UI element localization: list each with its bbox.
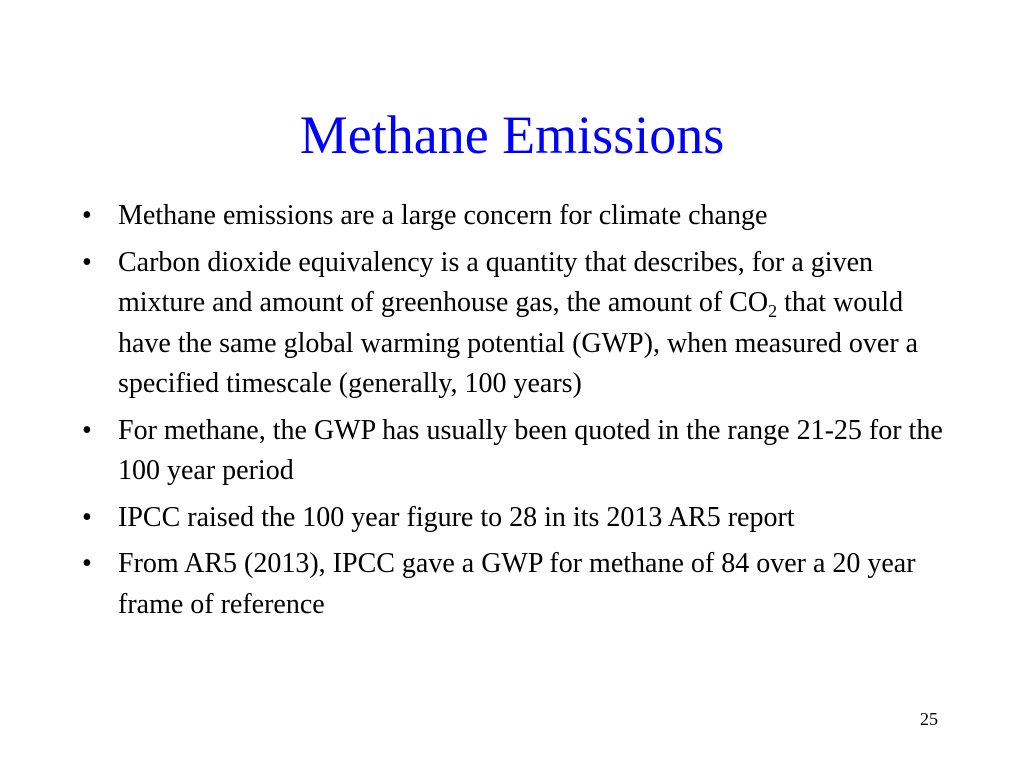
bullet-icon: • — [82, 200, 92, 231]
bullet-text-continued: that would have the same global warming potential (GWP), when measured over a specified timescale (generally, 100 years) — [118, 287, 919, 399]
bullet-item — [78, 196, 958, 237]
bullet-text: From AR5 (2013), IPCC gave a GWP for methane of 84 over a 20 year frame of reference — [118, 548, 916, 620]
bullet-text: For methane, the GWP has usually been quoted in the range 21-25 for the 100 year period — [118, 414, 943, 486]
slide-title: Methane Emissions — [299, 105, 725, 165]
bullet-text: Methane emissions are a large concern for climate change — [118, 200, 768, 231]
bullet-icon: • — [82, 501, 92, 533]
subscript: 2 — [768, 301, 778, 321]
bullet-item — [78, 411, 958, 492]
bullet-text: IPCC raised the 100 year figure to 28 in its 2013 AR5 report — [118, 501, 795, 533]
bullet-item — [78, 498, 958, 539]
bullet-item — [78, 243, 958, 405]
bullet-text: Carbon dioxide equivalency is a quantity that describes, for a given mixture and amount of greenhouse gas, the amount of CO — [118, 246, 874, 318]
bullet-icon: • — [82, 414, 92, 446]
bullet-item — [78, 544, 958, 625]
bullet-icon: • — [82, 548, 92, 579]
slide-number: 25 — [920, 709, 938, 729]
bullet-icon: • — [82, 246, 92, 278]
bullet-list — [78, 196, 958, 631]
